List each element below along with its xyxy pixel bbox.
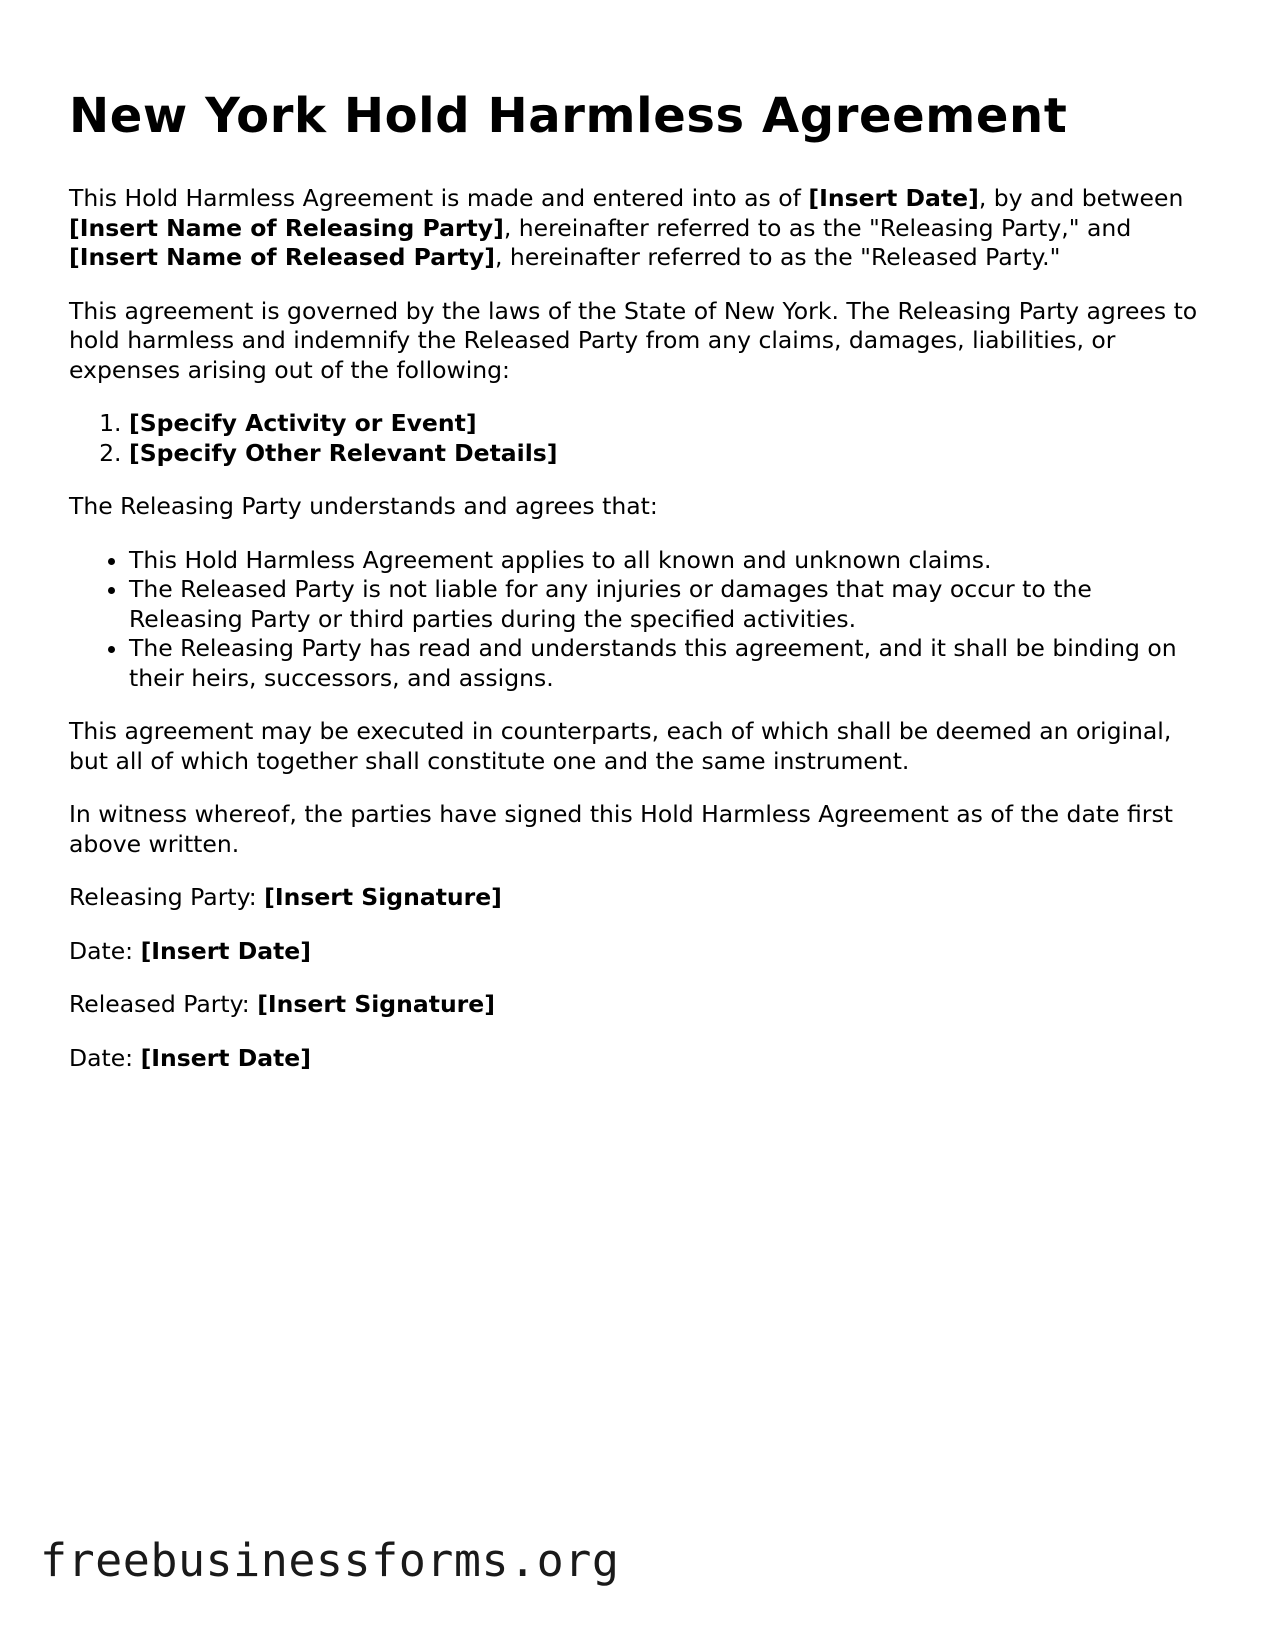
released-party-date-line: Date: [Insert Date] bbox=[69, 1043, 311, 1072]
bullet-list bbox=[69, 546, 1199, 694]
intro-date-placeholder: [Insert Date] bbox=[808, 184, 979, 212]
date-placeholder: [Insert Date] bbox=[140, 1043, 311, 1072]
signature-placeholder: [Insert Signature] bbox=[264, 883, 502, 911]
footer-watermark: freebusinessforms.org bbox=[40, 1534, 620, 1587]
bullet-list-item: • The Releasing Party has read and understands this agreement, and it shall be binding on their heirs, successors, and assigns. bbox=[129, 634, 1199, 693]
numbered-list-item: 1. [Specify Activity or Event] bbox=[129, 409, 1199, 439]
bullet-list-item: • This Hold Harmless Agreement applies to all known and unknown claims. bbox=[129, 546, 1199, 576]
bullet-list-item: • The Released Party is not liable for any injuries or damages that may occur to the Releasing Party or third parties during the specified activities. bbox=[129, 575, 1199, 634]
releasing-party-placeholder: [Insert Name of Releasing Party] bbox=[69, 213, 504, 242]
releasing-party-signature-line: Releasing Party: [Insert Signature] bbox=[69, 883, 502, 911]
intro-paragraph bbox=[69, 184, 1199, 273]
signature-placeholder: [Insert Signature] bbox=[257, 990, 495, 1018]
released-party-signature-line: Released Party: [Insert Signature] bbox=[69, 990, 495, 1018]
numbered-list bbox=[69, 409, 1199, 468]
witness-paragraph: In witness whereof, the parties have signed this Hold Harmless Agreement as of the date first above written. bbox=[69, 800, 1173, 858]
counterparts-paragraph: This agreement may be executed in counterparts, each of which shall be deemed an original, but all of which together shall constitute one and the same instrument. bbox=[69, 717, 1172, 775]
intro-text-2: , by and between bbox=[978, 184, 1184, 212]
date-placeholder: [Insert Date] bbox=[140, 936, 311, 965]
intro-text-3: , hereinafter referred to as the "Releasing Party," and bbox=[503, 213, 1132, 242]
intro-text-4: , hereinafter referred to as the "Released Party." bbox=[494, 243, 1061, 271]
document-page bbox=[69, 86, 1199, 1097]
understands-paragraph: The Releasing Party understands and agrees that: bbox=[69, 492, 658, 520]
intro-text-1: This Hold Harmless Agreement is made and entered into as of bbox=[69, 184, 809, 212]
document-title: New York Hold Harmless Agreement bbox=[69, 88, 1068, 144]
numbered-list-item: 2. [Specify Other Relevant Details] bbox=[129, 439, 1199, 469]
released-party-placeholder: [Insert Name of Released Party] bbox=[69, 243, 495, 271]
releasing-party-date-line: Date: [Insert Date] bbox=[69, 936, 311, 965]
governing-paragraph: This agreement is governed by the laws of the State of New York. The Releasing Party agrees to hold harmless and indemnify the Released Party from any claims, damages, liabilities, or expenses arising out of the following: bbox=[69, 296, 1198, 384]
